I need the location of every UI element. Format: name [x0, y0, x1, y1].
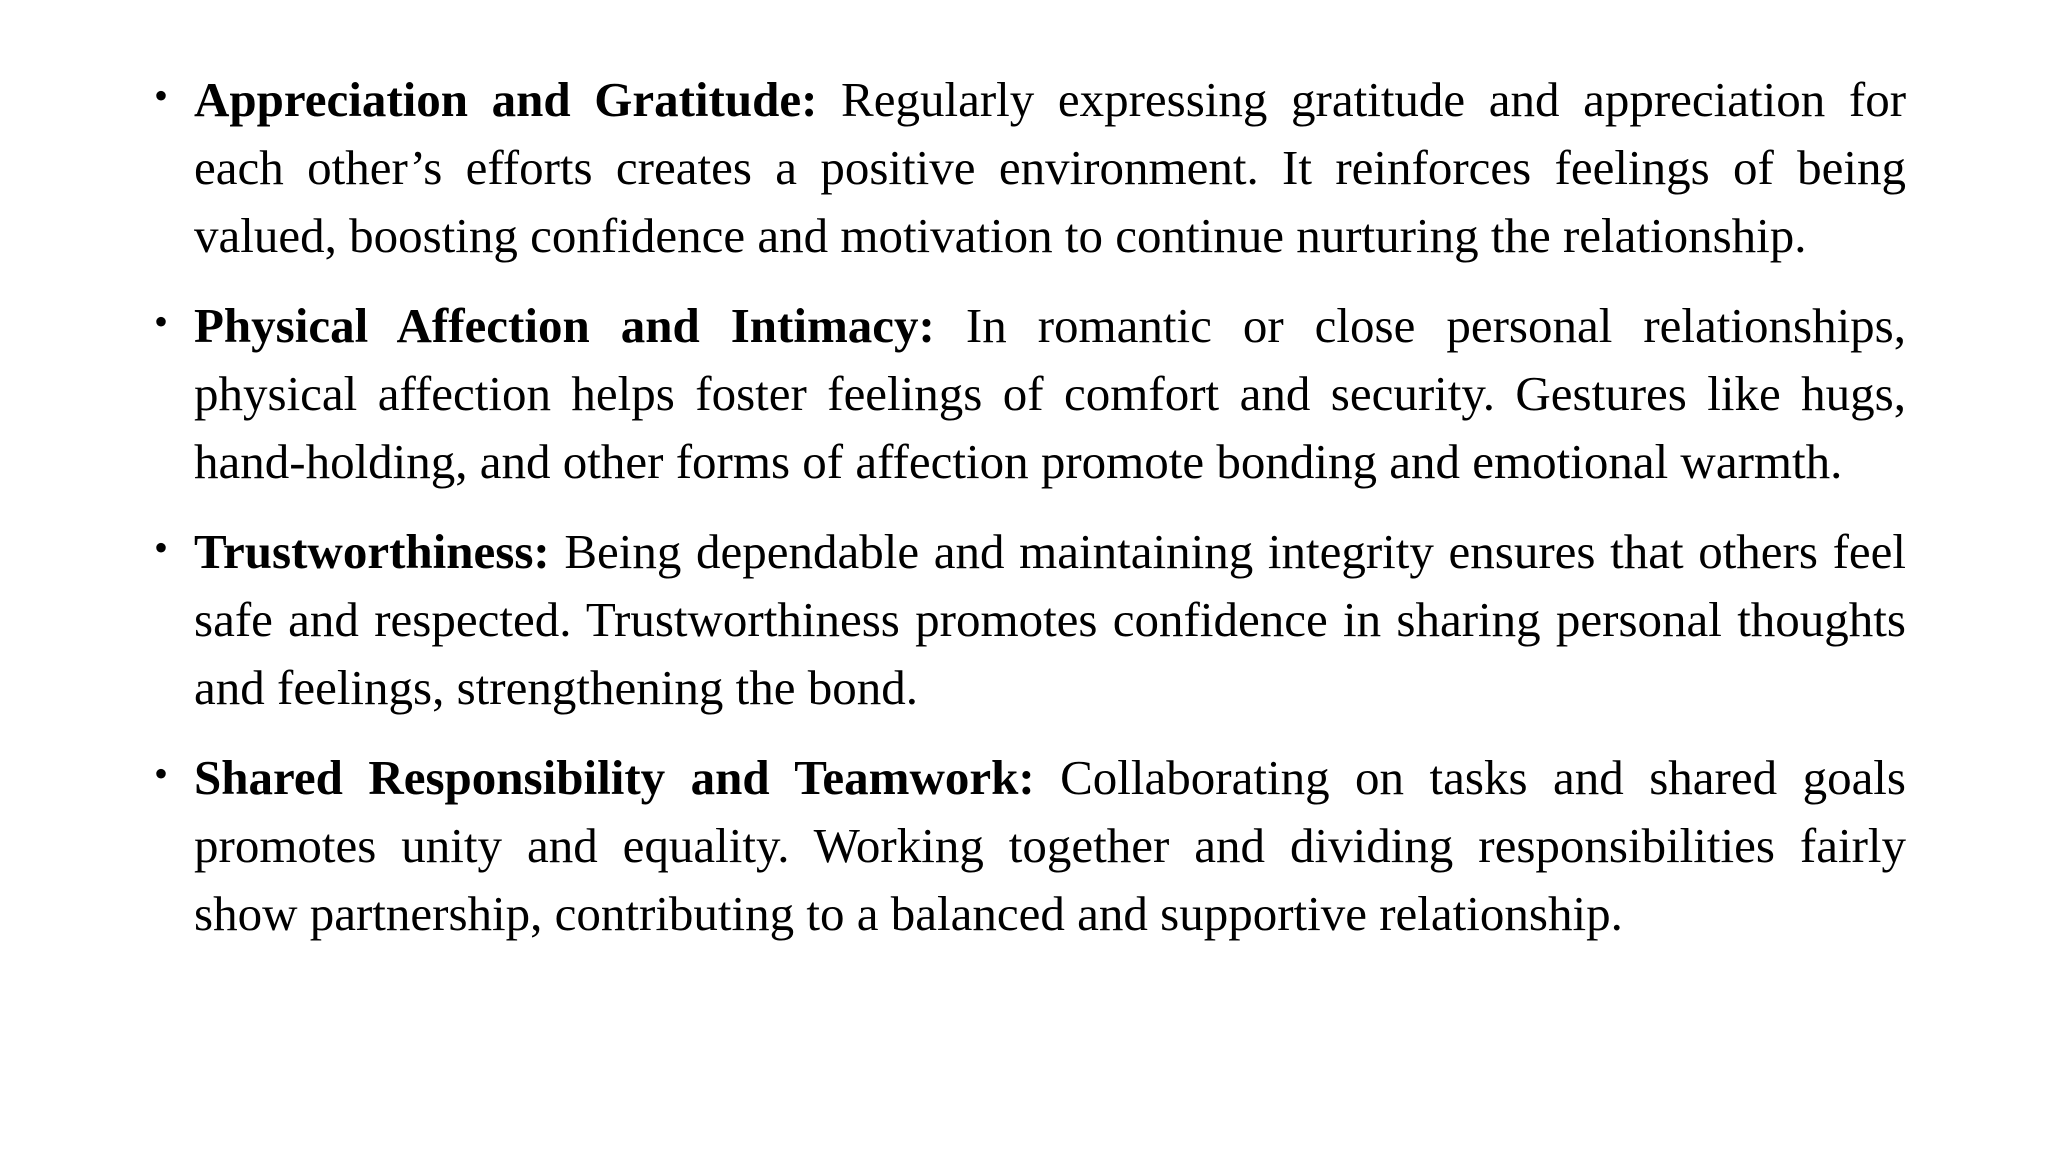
item-heading: Appreciation and Gratitude:	[194, 72, 818, 127]
bullet-icon: •	[154, 751, 169, 796]
item-heading: Trustworthiness:	[194, 524, 550, 579]
bullet-icon: •	[154, 525, 169, 570]
item-heading: Physical Affection and Intimacy:	[194, 298, 935, 353]
bullet-icon: •	[154, 73, 169, 118]
bullet-list	[154, 66, 1907, 970]
list-item-trustworthiness	[154, 518, 1906, 722]
item-heading: Shared Responsibility and Teamwork:	[194, 750, 1035, 805]
item-text: Collaborating on tasks and shared goals promotes unity and equality. Working together and dividing responsibilities fairly show partnership, contributing to a balanced and supportive relationship.	[194, 750, 1906, 941]
list-item-shared-responsibility	[154, 744, 1906, 948]
item-text: Regularly expressing gratitude and appreciation for each other’s efforts creates a positive environment. It reinforces feelings of being valued, boosting confidence and motivation to continue nurturing the relationship.	[194, 72, 1907, 263]
item-text: In romantic or close personal relationships, physical affection helps foster feelings of comfort and security. Gestures like hugs, hand-holding, and other forms of affection promote bonding and emotional warmth.	[194, 298, 1906, 489]
list-item-physical-affection	[154, 292, 1906, 496]
bullet-icon: •	[154, 299, 169, 344]
item-text: Being dependable and maintaining integrity ensures that others feel safe and respected. Trustworthiness promotes confidence in sharing personal thoughts and feelings, strengthening the bond.	[194, 524, 1906, 715]
list-item-appreciation	[154, 66, 1907, 270]
